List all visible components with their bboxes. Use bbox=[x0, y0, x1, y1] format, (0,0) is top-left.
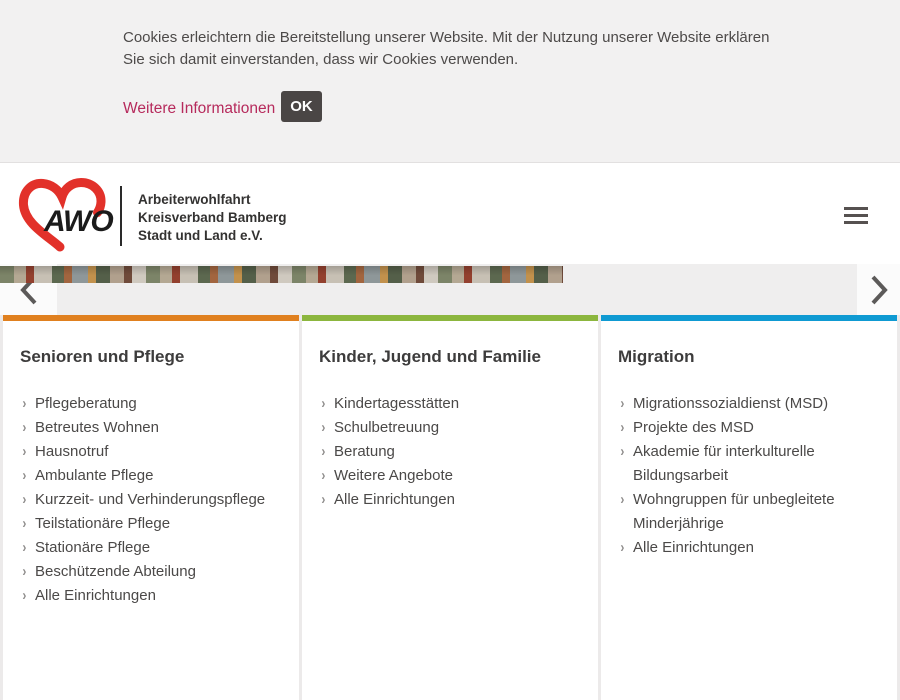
chevron-right-icon: › bbox=[620, 395, 625, 412]
chevron-right-icon: › bbox=[620, 419, 625, 436]
chevron-right-icon: › bbox=[22, 491, 27, 508]
column-link-list bbox=[601, 392, 897, 560]
nav-link-betreutes-wohnen[interactable]: › Betreutes Wohnen bbox=[21, 416, 289, 440]
chevron-right-icon: › bbox=[22, 467, 27, 484]
column-accent-bar bbox=[3, 315, 299, 321]
chevron-right-icon: › bbox=[22, 539, 27, 556]
column-link-list bbox=[3, 392, 299, 608]
chevron-right-icon bbox=[866, 272, 892, 308]
column-accent-bar bbox=[302, 315, 598, 321]
nav-link-wohngruppen-fuer-unbegleitete-minderjaehrige[interactable]: › Wohngruppen für unbegleitete Minderjährige bbox=[619, 488, 887, 536]
chevron-right-icon: › bbox=[620, 491, 625, 508]
nav-link-hausnotruf[interactable]: › Hausnotruf bbox=[21, 440, 289, 464]
teaser-columns bbox=[0, 315, 900, 700]
hamburger-bar bbox=[844, 214, 868, 217]
column-senioren-und-pflege bbox=[3, 315, 299, 700]
chevron-right-icon: › bbox=[22, 587, 27, 604]
nav-link-migrationssozialdienst[interactable]: › Migrationssozialdienst (MSD) bbox=[619, 392, 887, 416]
carousel-slide-image bbox=[0, 266, 563, 283]
cookie-more-info-link[interactable]: Weitere Informationen bbox=[123, 100, 276, 117]
nav-link-alle-einrichtungen[interactable]: › Alle Einrichtungen bbox=[320, 488, 588, 512]
nav-link-teilstationaere-pflege[interactable]: › Teilstationäre Pflege bbox=[21, 512, 289, 536]
column-title[interactable]: Kinder, Jugend und Familie bbox=[319, 347, 541, 366]
cookie-message-line-1: Cookies erleichtern die Bereitstellung unserer Website. Mit der Nutzung unserer Website erklären bbox=[123, 29, 770, 46]
nav-link-stationaere-pflege[interactable]: › Stationäre Pflege bbox=[21, 536, 289, 560]
nav-link-pflegeberatung[interactable]: › Pflegeberatung bbox=[21, 392, 289, 416]
nav-link-alle-einrichtungen[interactable]: › Alle Einrichtungen bbox=[21, 584, 289, 608]
chevron-right-icon: › bbox=[321, 395, 326, 412]
hamburger-bar bbox=[844, 207, 868, 210]
awo-logo[interactable] bbox=[18, 178, 288, 254]
nav-link-beratung[interactable]: › Beratung bbox=[320, 440, 588, 464]
logo-divider bbox=[120, 186, 122, 246]
hamburger-menu-icon[interactable] bbox=[844, 207, 869, 227]
nav-link-alle-einrichtungen[interactable]: › Alle Einrichtungen bbox=[619, 536, 887, 560]
nav-link-kindertagesstaetten[interactable]: › Kindertagesstätten bbox=[320, 392, 588, 416]
cookie-message-line-2: Sie sich damit einverstanden, dass wir Cookies verwenden. bbox=[123, 51, 519, 68]
nav-link-schulbetreuung[interactable]: › Schulbetreuung bbox=[320, 416, 588, 440]
chevron-right-icon: › bbox=[321, 467, 326, 484]
chevron-right-icon: › bbox=[620, 443, 625, 460]
column-title[interactable]: Migration bbox=[618, 347, 695, 366]
column-accent-bar bbox=[601, 315, 897, 321]
column-kinder-jugend-und-familie bbox=[302, 315, 598, 700]
cookie-banner bbox=[0, 0, 900, 163]
cookie-ok-button[interactable]: OK bbox=[281, 91, 322, 122]
nav-link-kurzzeit-und-verhinderungspflege[interactable]: › Kurzzeit- und Verhinderungspflege bbox=[21, 488, 289, 512]
carousel-next-button[interactable] bbox=[857, 264, 900, 315]
hamburger-bar bbox=[844, 221, 868, 224]
chevron-right-icon: › bbox=[22, 443, 27, 460]
nav-link-weitere-angebote[interactable]: › Weitere Angebote bbox=[320, 464, 588, 488]
image-carousel bbox=[0, 264, 900, 315]
chevron-right-icon: › bbox=[22, 395, 27, 412]
nav-link-akademie-fuer-interkulturelle-bildungsarbeit[interactable]: › Akademie für interkulturelle Bildungsarbeit bbox=[619, 440, 887, 488]
column-link-list bbox=[302, 392, 598, 512]
logo-org-name bbox=[138, 191, 287, 245]
chevron-right-icon: › bbox=[22, 563, 27, 580]
logo-org-line-2: Kreisverband Bamberg bbox=[138, 210, 287, 225]
logo-acronym: AWO bbox=[44, 205, 113, 238]
heart-icon bbox=[18, 178, 118, 252]
chevron-right-icon: › bbox=[22, 419, 27, 436]
chevron-right-icon: › bbox=[321, 419, 326, 436]
logo-org-line-3: Stadt und Land e.V. bbox=[138, 228, 263, 243]
chevron-right-icon: › bbox=[620, 539, 625, 556]
nav-link-projekte-des-msd[interactable]: › Projekte des MSD bbox=[619, 416, 887, 440]
nav-link-beschuetzende-abteilung[interactable]: › Beschützende Abteilung bbox=[21, 560, 289, 584]
cookie-message bbox=[123, 27, 823, 71]
chevron-right-icon: › bbox=[22, 515, 27, 532]
logo-org-line-1: Arbeiterwohlfahrt bbox=[138, 192, 251, 207]
column-title[interactable]: Senioren und Pflege bbox=[20, 347, 185, 366]
chevron-right-icon: › bbox=[321, 491, 326, 508]
column-migration bbox=[601, 315, 897, 700]
chevron-right-icon: › bbox=[321, 443, 326, 460]
site-header bbox=[0, 163, 900, 264]
nav-link-ambulante-pflege[interactable]: › Ambulante Pflege bbox=[21, 464, 289, 488]
